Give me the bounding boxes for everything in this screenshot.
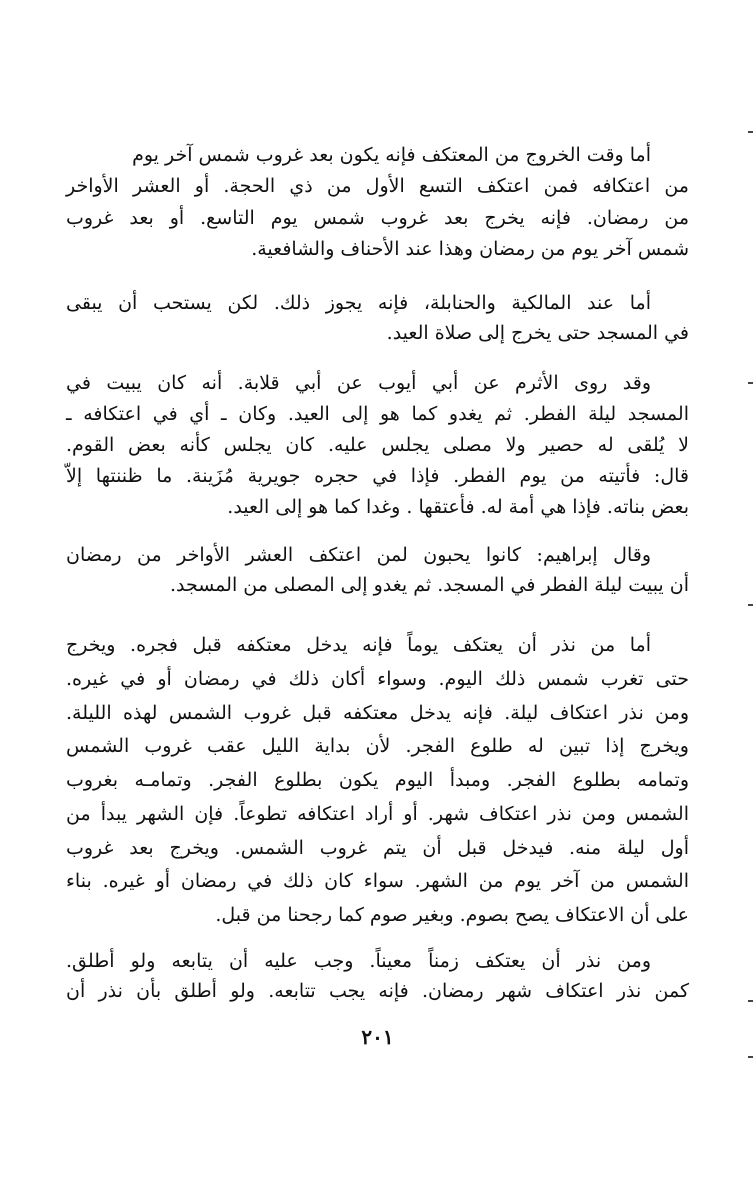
paragraph-2 bbox=[66, 288, 689, 346]
text-line: أول ليلة منه. فيدخل قبل أن يتم غروب الشمس. ويخرج بعد غروب bbox=[66, 836, 689, 859]
paragraph-6 bbox=[66, 946, 689, 1006]
text-line: أما من نذر أن يعتكف يوماً فإنه يدخل معتكفه قبل فجره. ويخرج bbox=[66, 634, 651, 656]
text-line: الشمس من آخر يوم من الشهر. سواء كان ذلك في رمضان أو غيره. بناء bbox=[66, 870, 689, 893]
text-line: قال: فأتيته من يوم الفطر. فإذا في حجره جويرية مُزَينة. ما ظننتها إلاّ bbox=[66, 465, 689, 487]
text-line: المسجد ليلة الفطر. ثم يغدو كما هو إلى العيد. وكان ـ أي في اعتكافه ـ bbox=[66, 403, 689, 425]
scan-edge-mark bbox=[748, 382, 753, 384]
text-line: من رمضان. فإنه يخرج بعد غروب شمس يوم التاسع. أو بعد غروب bbox=[66, 206, 689, 229]
text-line: كمن نذر اعتكاف شهر رمضان. فإنه يجب تتابعه. ولو أطلق بأن نذر أن bbox=[66, 980, 689, 1002]
scan-edge-mark bbox=[748, 1056, 753, 1058]
text-line: الشمس ومن نذر اعتكاف شهر. أو أراد اعتكافه تطوعاً. فإن الشهر يبدأ من bbox=[66, 802, 689, 825]
text-line: ويخرج إذا تبين له طلوع الفجر. لأن بداية الليل عقب غروب الشمس bbox=[66, 735, 689, 758]
text-line: أما وقت الخروج من المعتكف فإنه يكون بعد غروب شمس آخر يوم bbox=[132, 144, 651, 166]
text-line: أما عند المالكية والحنابلة، فإنه يجوز ذلك. لكن يستحب أن يبقى bbox=[66, 292, 651, 314]
page-number: ٢٠١ bbox=[361, 1025, 394, 1049]
text-line: من اعتكافه فمن اعتكف التسع الأول من ذي الحجة. أو العشر الأواخر bbox=[66, 175, 689, 198]
scan-edge-mark bbox=[748, 131, 753, 133]
text-line: على أن الاعتكاف يصح بصوم. وبغير صوم كما رجحنا من قبل. bbox=[215, 904, 689, 926]
text-line: أن يبيت ليلة الفطر في المسجد. ثم يغدو إلى المصلى من المسجد. bbox=[169, 574, 689, 596]
text-line: لا يُلقى له حصير ولا مصلى يجلس عليه. كان يجلس كأنه بعض القوم. bbox=[66, 434, 689, 456]
text-line: شمس آخر يوم من رمضان وهذا عند الأحناف والشافعية. bbox=[251, 237, 689, 260]
scan-edge-mark bbox=[748, 604, 753, 606]
text-line: ومن نذر اعتكاف ليلة. فإنه يدخل معتكفه قبل غروب الشمس لهذه الليلة. bbox=[66, 701, 689, 724]
paragraph-5 bbox=[66, 630, 689, 930]
text-line: في المسجد حتى يخرج إلى صلاة العيد. bbox=[386, 322, 689, 344]
text-line: وقد روى الأثرم عن أبي أيوب عن أبي قلابة. أنه كان يبيت في bbox=[66, 372, 651, 394]
scan-edge-mark bbox=[748, 1000, 753, 1002]
paragraph-1 bbox=[66, 140, 689, 264]
text-line: بعض بناته. فإذا هي أمة له. فأعتقها . وغدا كما هو إلى العيد. bbox=[227, 496, 689, 518]
text-line: وتمامه بطلوع الفجر. ومبدأ اليوم يكون بطلوع الفجر. وتمامـه بغروب bbox=[66, 769, 689, 791]
text-line: ومن نذر أن يعتكف زمناً معيناً. وجب عليه أن يتابعه ولو أطلق. bbox=[66, 950, 651, 972]
text-line: حتى تغرب شمس ذلك اليوم. وسواء أكان ذلك في رمضان أو في غيره. bbox=[66, 667, 689, 690]
text-line: وقال إبراهيم: كانوا يحبون لمن اعتكف العشر الأواخر من رمضان bbox=[66, 544, 651, 566]
paragraph-4 bbox=[66, 540, 689, 600]
paragraph-3 bbox=[66, 368, 689, 522]
